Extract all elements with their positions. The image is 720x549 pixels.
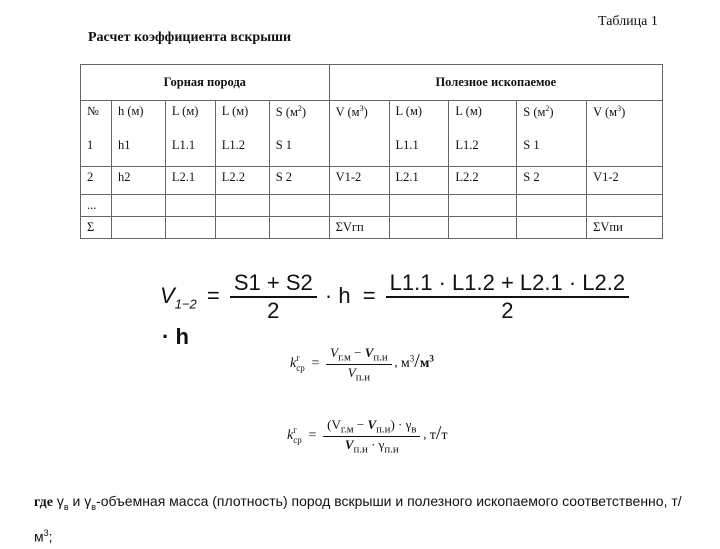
group-header-row xyxy=(81,65,663,101)
table-cell xyxy=(165,217,215,239)
coefficient-table xyxy=(80,64,663,239)
table-cell: L1.1 xyxy=(389,135,449,167)
column-header: № xyxy=(81,101,112,135)
table-cell xyxy=(269,195,329,217)
table-cell: S 1 xyxy=(269,135,329,167)
column-header: S $(м^2)$ xyxy=(517,101,587,135)
table-cell: ΣVпи xyxy=(587,217,663,239)
table-cell xyxy=(389,217,449,239)
table-number: Таблица 1 xyxy=(598,14,658,29)
column-header: S $(м^2)$ xyxy=(269,101,329,135)
volume-lhs: $V_{1-2}$ xyxy=(160,282,197,312)
table-cell: V1-2 xyxy=(329,167,389,195)
table-cell: 1 xyxy=(81,135,112,167)
area-fraction: $\frac{S1 + S2}{2}$ xyxy=(230,270,317,324)
column-header: h (м) xyxy=(111,101,165,135)
column-header-row xyxy=(81,101,663,135)
table-cell: L1.2 xyxy=(449,135,517,167)
table-cell: S 1 xyxy=(517,135,587,167)
group-header-mineral: Полезное ископаемое xyxy=(329,65,662,101)
table-cell xyxy=(449,195,517,217)
table-cell: L1.1 xyxy=(165,135,215,167)
table-cell: ... xyxy=(81,195,112,217)
table-cell: S 2 xyxy=(517,167,587,195)
unit-m3-per-m3: $м^3/м^3$ xyxy=(400,349,434,372)
table-cell: Σ xyxy=(81,217,112,239)
table-cell xyxy=(517,217,587,239)
stripping-ratio-mass-formula: k г ср = $\frac{(V_{г.м} - V_{п.и}) \cdot \gamma_в}{V_{п.и} \cdot \gamma_{п.и}}$ , т/т xyxy=(287,417,448,456)
volume-formula xyxy=(160,270,640,349)
column-header: V $(м^3)$ xyxy=(587,101,663,135)
table-cell: h1 xyxy=(111,135,165,167)
table-cell xyxy=(517,195,587,217)
unit-t-per-t: т/т xyxy=(429,421,448,444)
equals-sign: = xyxy=(362,282,376,308)
table-cell xyxy=(329,195,389,217)
document-title: Расчет коэффициента вскрыши xyxy=(88,30,292,45)
table-cell: L1.2 xyxy=(215,135,269,167)
equals-sign: = xyxy=(206,282,220,308)
stripping-ratio-volume-formula: k г ср = $\frac{V_{г.м} - V_{п.и}}{V_{п.и}}$ , $м^3/м^3$ xyxy=(290,345,434,384)
column-header: L (м) xyxy=(389,101,449,135)
table-cell: V1-2 xyxy=(587,167,663,195)
table-cell: L2.2 xyxy=(215,167,269,195)
table-cell xyxy=(165,195,215,217)
table-row xyxy=(81,167,663,195)
table-cell xyxy=(269,217,329,239)
table-cell xyxy=(215,217,269,239)
table-cell xyxy=(111,195,165,217)
density-note: где $\gamma_в$ и $\gamma_в$-объемная масса (плотность) пород вскрыши и полезного ископаемого соответственно, $т/м^3$; xyxy=(34,493,682,545)
column-header: L (м) xyxy=(449,101,517,135)
table-cell xyxy=(587,195,663,217)
table-cell: L2.1 xyxy=(165,167,215,195)
length-fraction: $\frac{L1.1 \cdot L1.2 + L2.1 \cdot L2.2}{2}$ xyxy=(386,270,629,324)
table-cell: h2 xyxy=(111,167,165,195)
table-cell: ΣVгп xyxy=(329,217,389,239)
table-cell xyxy=(111,217,165,239)
table-cell xyxy=(329,135,389,167)
table-cell xyxy=(587,135,663,167)
table-cell: 2 xyxy=(81,167,112,195)
volume-ratio-fraction: $\frac{V_{г.м} - V_{п.и}}{V_{п.и}}$ xyxy=(326,345,392,383)
mass-ratio-fraction: $\frac{(V_{г.м} - V_{п.и}) \cdot \gamma_в}{V_{п.и} \cdot \gamma_{п.и}}$ xyxy=(323,417,420,455)
column-header: L (м) xyxy=(165,101,215,135)
table-cell xyxy=(215,195,269,217)
table-row xyxy=(81,217,663,239)
group-header-rock: Горная порода xyxy=(81,65,330,101)
table-row xyxy=(81,135,663,167)
height-multiplier: · h xyxy=(162,324,189,349)
column-header: L (м) xyxy=(215,101,269,135)
table-cell xyxy=(449,217,517,239)
table-cell xyxy=(389,195,449,217)
table-row xyxy=(81,195,663,217)
height-multiplier: · h xyxy=(324,282,351,308)
table-cell: S 2 xyxy=(269,167,329,195)
table-cell: L2.2 xyxy=(449,167,517,195)
column-header: V $(м^3)$ xyxy=(329,101,389,135)
table-cell: L2.1 xyxy=(389,167,449,195)
